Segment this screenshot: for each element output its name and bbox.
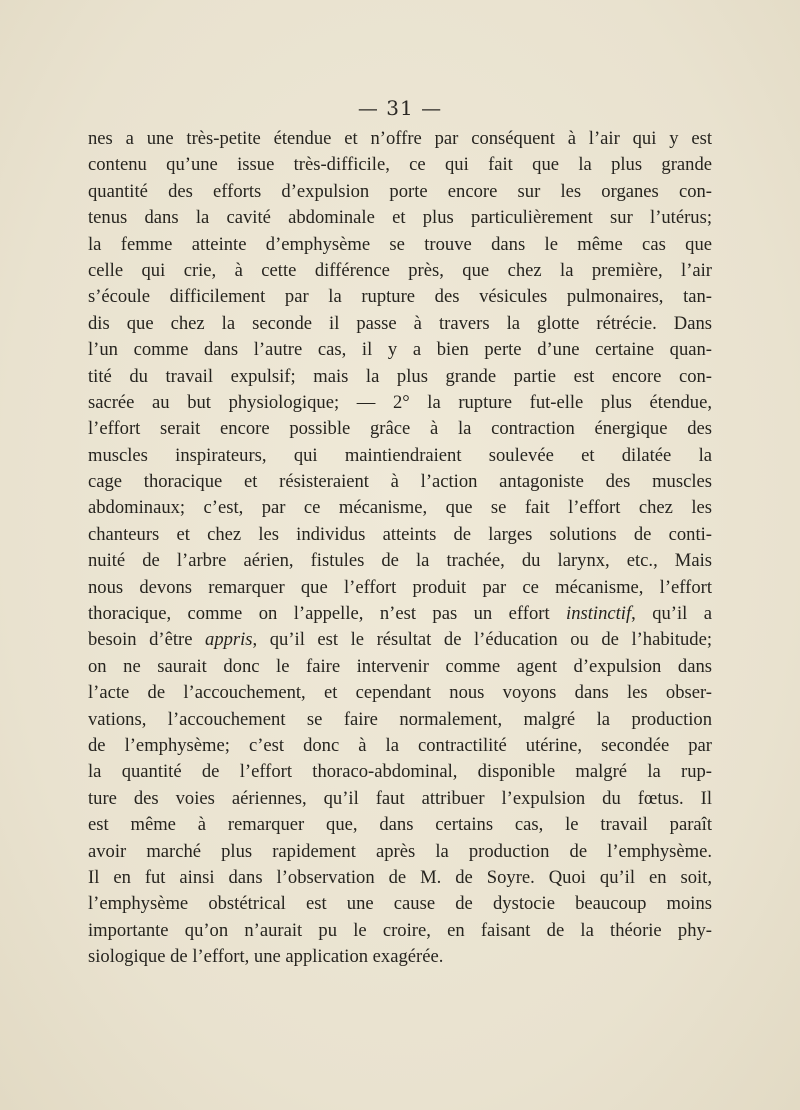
text-line-content: abdominaux; c’est, par ce mécanisme, que se fait l’effort chez les <box>88 497 712 519</box>
text-line-content: est même à remarquer que, dans certains cas, le travail paraît <box>88 814 712 836</box>
text-line <box>88 443 712 469</box>
body-text <box>88 126 712 971</box>
text-line-content: Il en fut ainsi dans l’observation de M. de Soyre. Quoi qu’il en soit, <box>88 866 712 888</box>
text-line <box>88 179 712 205</box>
page-number: — 31 — <box>357 96 443 120</box>
text-line <box>88 918 712 944</box>
text-line <box>88 865 712 891</box>
text-line <box>88 205 712 231</box>
text-line-content: l’emphysème obstétrical est une cause de dystocie beaucoup moins <box>88 893 712 915</box>
text-line <box>88 152 712 178</box>
text-line-content: celle qui crie, à cette différence près, que chez la première, l’air <box>88 259 712 281</box>
text-line <box>88 416 712 442</box>
text-line-content: importante qu’on n’aurait pu le croire, en faisant de la théorie phy- <box>88 919 712 941</box>
text-line <box>88 311 712 337</box>
text-line <box>88 891 712 917</box>
text-line <box>88 733 712 759</box>
text-line <box>88 126 712 152</box>
text-line <box>88 390 712 416</box>
text-line-content: , qu’il a <box>631 603 712 625</box>
text-line-content: chanteurs et chez les individus atteints de larges solutions de conti- <box>88 523 712 545</box>
text-line <box>88 839 712 865</box>
text-line-content: dis que chez la seconde il passe à travers la glotte rétrécie. Dans <box>88 312 712 334</box>
text-line <box>88 495 712 521</box>
text-line <box>88 786 712 812</box>
text-line-content: avoir marché plus rapidement après la production de l’emphysème. <box>88 840 712 862</box>
text-line-content: quantité des efforts d’expulsion porte encore sur les organes con- <box>88 180 712 202</box>
text-line-content: contenu qu’une issue très-difficile, ce qui fait que la plus grande <box>88 154 712 176</box>
text-line <box>88 944 712 970</box>
text-line-content: ture des voies aériennes, qu’il faut attribuer l’expulsion du fœtus. Il <box>88 787 712 809</box>
text-line <box>88 232 712 258</box>
text-line-content: la femme atteinte d’emphysème se trouve dans le même cas que <box>88 233 712 255</box>
text-line <box>88 258 712 284</box>
text-line-content: cage thoracique et résisteraient à l’action antagoniste des muscles <box>88 471 712 493</box>
text-line-content: besoin d’être <box>88 629 206 651</box>
text-line <box>88 601 712 627</box>
text-line-content: l’acte de l’accouchement, et cependant nous voyons dans les obser- <box>88 682 712 704</box>
text-line <box>88 575 712 601</box>
text-line-content: siologique de l’effort, une application exagérée. <box>88 946 444 968</box>
text-line <box>88 469 712 495</box>
text-line-content: de l’emphysème; c’est donc à la contractilité utérine, secondée par <box>88 734 712 756</box>
text-line-content: tenus dans la cavité abdominale et plus particulièrement sur l’utérus; <box>88 207 712 229</box>
text-line <box>88 627 712 653</box>
text-line-content: s’écoule difficilement par la rupture des vésicules pulmonaires, tan- <box>88 286 712 308</box>
text-line <box>88 680 712 706</box>
text-line-content: thoracique, comme on l’appelle, n’est pas un effort <box>88 603 567 625</box>
text-line-content: l’effort serait encore possible grâce à la contraction énergique des <box>88 418 712 440</box>
text-line <box>88 364 712 390</box>
text-line-content: vations, l’accouchement se faire normalement, malgré la production <box>88 708 712 730</box>
text-line-content: tité du travail expulsif; mais la plus grande partie est encore con- <box>88 365 712 387</box>
text-line <box>88 548 712 574</box>
text-line-content: l’un comme dans l’autre cas, il y a bien perte d’une certaine quan- <box>88 339 712 361</box>
text-line-content: la quantité de l’effort thoraco-abdominal, disponible malgré la rup- <box>88 761 712 783</box>
text-line-content: muscles inspirateurs, qui maintiendraient soulevée et dilatée la <box>88 444 712 466</box>
text-line <box>88 707 712 733</box>
text-line-content: nes a une très-petite étendue et n’offre par conséquent à l’air qui y est <box>88 128 712 149</box>
text-line <box>88 337 712 363</box>
text-line <box>88 522 712 548</box>
text-line-content: nous devons remarquer que l’effort produit par ce mécanisme, l’effort <box>88 576 712 598</box>
text-line-content: , qu’il est le résultat de l’éducation ou de l’habitude; <box>252 629 712 651</box>
italic-term: appris <box>205 629 253 651</box>
text-line <box>88 284 712 310</box>
text-line-content: on ne saurait donc le faire intervenir comme agent d’expulsion dans <box>88 655 712 677</box>
text-line-content: sacrée au but physiologique; — 2° la rupture fut-elle plus étendue, <box>88 391 712 413</box>
text-line <box>88 812 712 838</box>
italic-term: instinctif <box>566 603 632 625</box>
text-line <box>88 759 712 785</box>
text-line <box>88 654 712 680</box>
text-line-content: nuité de l’arbre aérien, fistules de la trachée, du larynx, etc., Mais <box>88 550 712 572</box>
